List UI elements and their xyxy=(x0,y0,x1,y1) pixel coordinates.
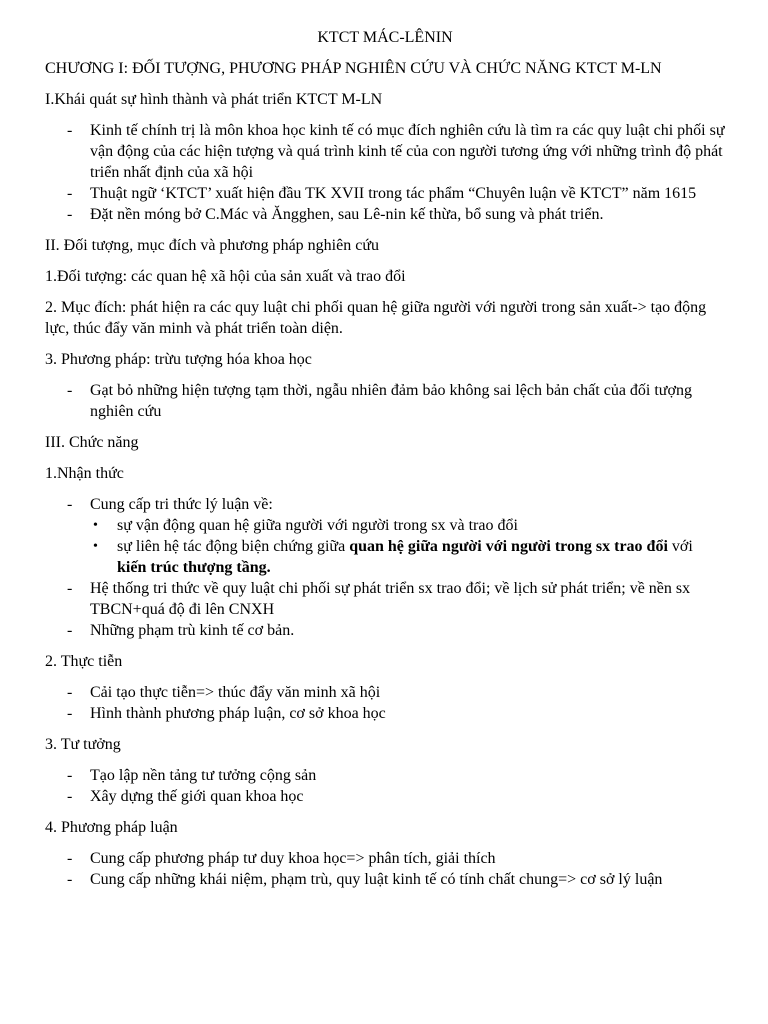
list-item-text: Cung cấp tri thức lý luận về: xyxy=(90,496,273,513)
list-item-text: Cung cấp những khái niệm, phạm trù, quy luật kinh tế có tính chất chung=> cơ sở lý luận xyxy=(90,871,663,888)
section-2-heading: II. Đối tượng, mục đích và phương pháp nghiên cứu xyxy=(45,237,379,254)
bold-phrase-superstructure: kiến trúc thượng tầng. xyxy=(117,559,271,576)
section-1-list xyxy=(45,120,725,225)
list-item-text: Thuật ngữ ‘KTCT’ xuất hiện đầu TK XVII trong tác phẩm “Chuyên luận về KTCT” năm 1615 xyxy=(90,185,697,202)
list-item-text: Hình thành phương pháp luận, cơ sở khoa học xyxy=(90,705,386,722)
list-item xyxy=(45,703,725,724)
list-item xyxy=(45,765,725,786)
list-item-text: Cung cấp phương pháp tư duy khoa học=> phân tích, giải thích xyxy=(90,850,496,867)
section-1-heading: I.Khái quát sự hình thành và phát triển KTCT M-LN xyxy=(45,91,383,108)
practice-list xyxy=(45,682,725,724)
list-item xyxy=(45,682,725,703)
list-item-text: Tạo lập nền tảng tư tưởng cộng sản xyxy=(90,767,317,784)
document-title: KTCT MÁC-LÊNIN xyxy=(317,29,453,46)
list-item xyxy=(45,786,725,807)
methodology-list xyxy=(45,848,725,890)
dash-marker: - xyxy=(67,496,73,513)
list-item xyxy=(45,204,725,225)
method-paragraph: 3. Phương pháp: trừu tượng hóa khoa học xyxy=(45,351,312,368)
dash-marker: - xyxy=(67,122,73,139)
methodology-heading: 4. Phương pháp luận xyxy=(45,819,178,836)
sublist-item-text-start: sự liên hệ tác động biện chứng giữa xyxy=(117,538,350,555)
list-item xyxy=(45,869,725,890)
method-list xyxy=(45,380,725,422)
purpose-paragraph: 2. Mục đích: phát hiện ra các quy luật chi phối quan hệ giữa người với người trong sản xuất-> tạo động lực, thúc đẩy văn minh và phát triển toàn diện. xyxy=(45,299,707,337)
list-item-text: Kinh tế chính trị là môn khoa học kinh tế có mục đích nghiên cứu là tìm ra các quy luật chi phối sự vận động của các hiện tượng và quá trình kinh tế của con người tương ứng với những trình độ phát triển nhất định của xã hội xyxy=(90,122,725,181)
document-page xyxy=(45,27,725,900)
dash-marker: - xyxy=(67,767,73,784)
bullet-marker: • xyxy=(93,518,98,533)
cognition-list xyxy=(45,494,725,641)
list-item-text: Những phạm trù kinh tế cơ bản. xyxy=(90,622,295,639)
ideology-heading: 3. Tư tưởng xyxy=(45,736,121,753)
dash-marker: - xyxy=(67,185,73,202)
list-item xyxy=(45,494,725,578)
dash-marker: - xyxy=(67,206,73,223)
list-item xyxy=(45,620,725,641)
sublist-item xyxy=(90,536,725,578)
bullet-marker: • xyxy=(93,539,98,554)
dash-marker: - xyxy=(67,705,73,722)
practice-heading: 2. Thực tiễn xyxy=(45,653,123,670)
list-item-text: Đặt nền móng bở C.Mác và Ăngghen, sau Lê-nin kế thừa, bổ sung và phát triển. xyxy=(90,206,604,223)
dash-marker: - xyxy=(67,850,73,867)
sublist-item-text-middle: với xyxy=(667,538,693,555)
chapter-heading: CHƯƠNG I: ĐỐI TƯỢNG, PHƯƠNG PHÁP NGHIÊN CỨU VÀ CHỨC NĂNG KTCT M-LN xyxy=(45,60,662,77)
bold-phrase-relations: quan hệ giữa người với người trong sx trao đổi xyxy=(349,538,668,555)
ideology-list xyxy=(45,765,725,807)
list-item-text: Xây dựng thế giới quan khoa học xyxy=(90,788,304,805)
list-item xyxy=(45,380,725,422)
list-item xyxy=(45,120,725,183)
dash-marker: - xyxy=(67,580,73,597)
list-item xyxy=(45,578,725,620)
list-item-text: Gạt bỏ những hiện tượng tạm thời, ngẫu nhiên đảm bảo không sai lệch bản chất của đối tượng nghiên cứu xyxy=(90,382,692,420)
dash-marker: - xyxy=(67,684,73,701)
list-item-text: Hệ thống tri thức về quy luật chi phối sự phát triển sx trao đổi; về lịch sử phát triển; về nền sx TBCN+quá độ đi lên CNXH xyxy=(90,580,691,618)
dash-marker: - xyxy=(67,382,73,399)
dash-marker: - xyxy=(67,622,73,639)
dash-marker: - xyxy=(67,871,73,888)
cognition-sublist xyxy=(90,515,725,578)
list-item-text: Cải tạo thực tiễn=> thúc đẩy văn minh xã hội xyxy=(90,684,381,701)
list-item xyxy=(45,183,725,204)
section-3-heading: III. Chức năng xyxy=(45,434,139,451)
list-item xyxy=(45,848,725,869)
sublist-item xyxy=(90,515,725,536)
object-paragraph: 1.Đối tượng: các quan hệ xã hội của sản xuất và trao đổi xyxy=(45,268,406,285)
cognition-heading: 1.Nhận thức xyxy=(45,465,124,482)
sublist-item-text: sự vận động quan hệ giữa người với người trong sx và trao đổi xyxy=(117,517,518,534)
dash-marker: - xyxy=(67,788,73,805)
